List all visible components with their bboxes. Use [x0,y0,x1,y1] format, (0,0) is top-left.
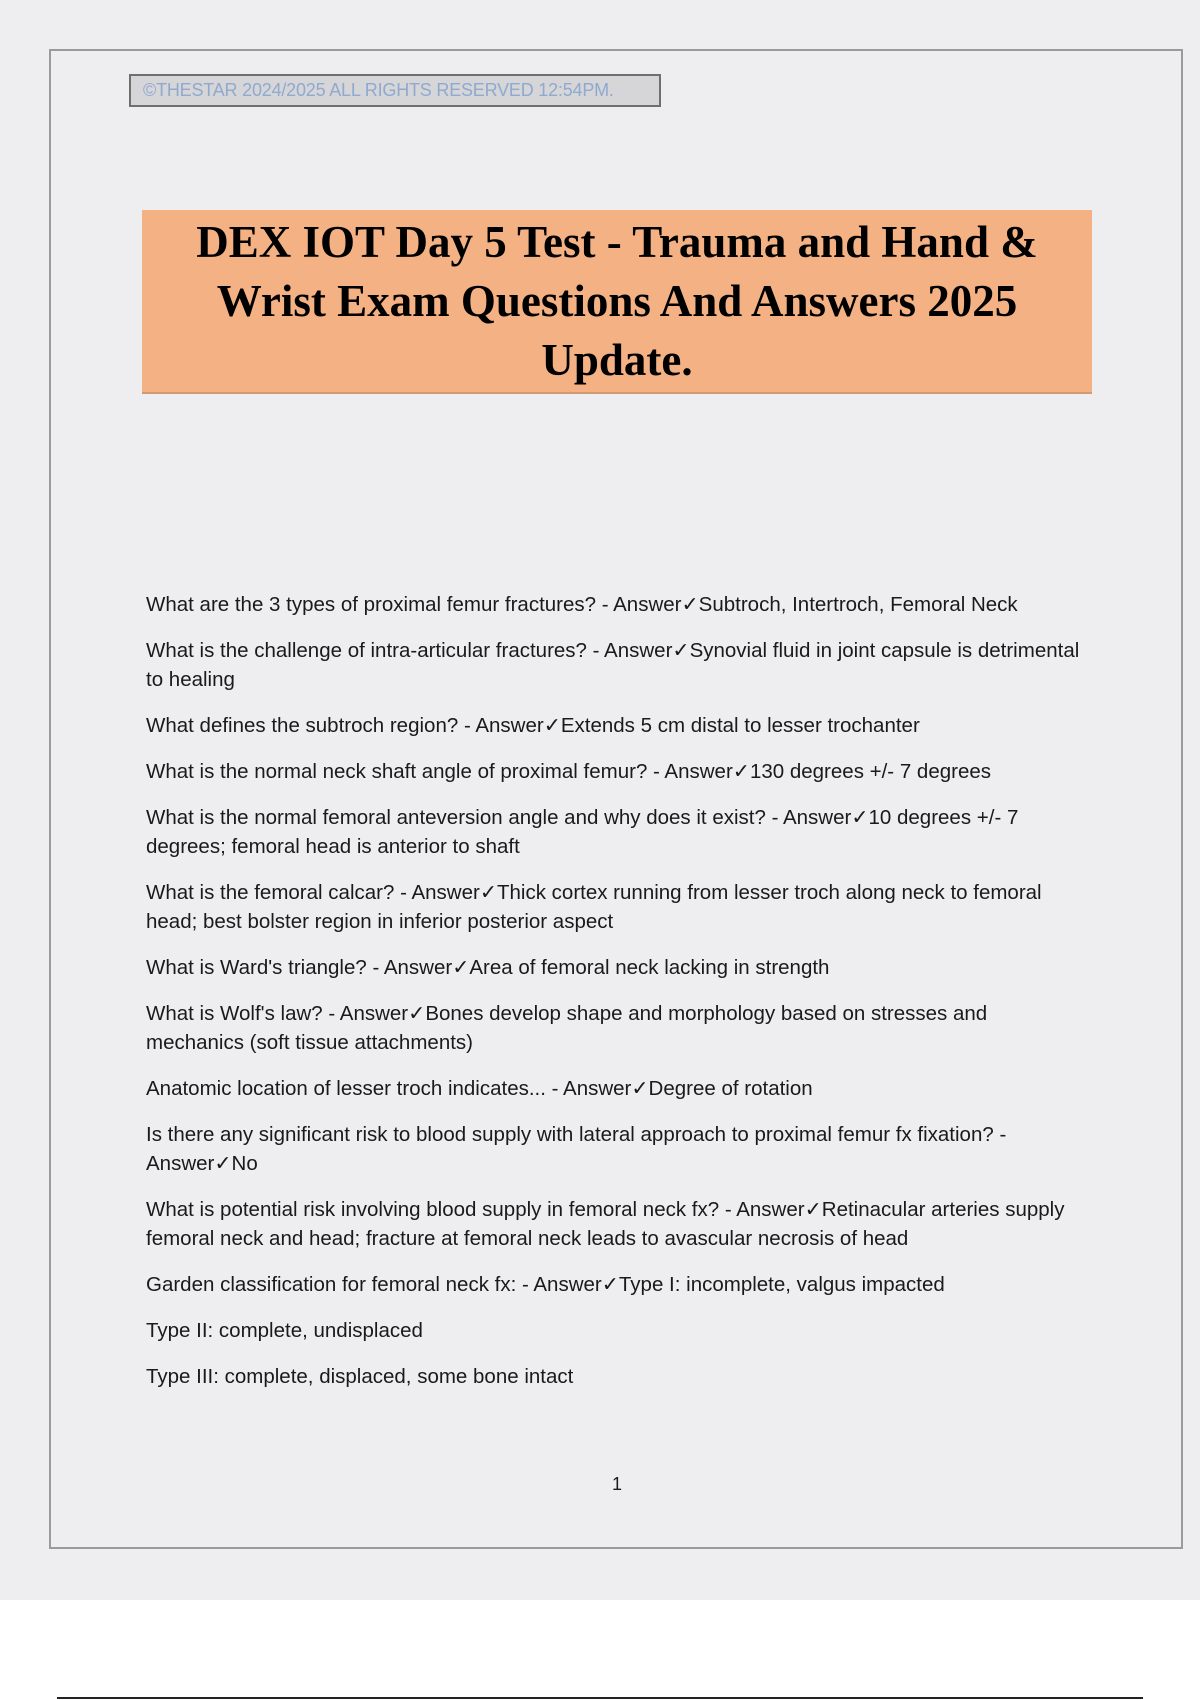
divider-line [57,1697,1143,1699]
qa-item: What is potential risk involving blood supply in femoral neck fx? - Answer✓Retinacular arteries supply femoral neck and head; fracture at femoral neck leads to avascular necrosis of head [146,1198,1065,1250]
qa-item: What is Wolf's law? - Answer✓Bones develop shape and morphology based on stresses and mechanics (soft tissue attachments) [146,1002,988,1054]
qa-item: What is the femoral calcar? - Answer✓Thick cortex running from lesser troch along neck to femoral head; best bolster region in inferior posterior aspect [146,881,1042,933]
qa-item: What is the normal neck shaft angle of proximal femur? - Answer✓130 degrees +/- 7 degrees [146,760,992,783]
qa-item: Garden classification for femoral neck fx: - Answer✓Type I: incomplete, valgus impacted [146,1273,945,1296]
qa-item: Is there any significant risk to blood supply with lateral approach to proximal femur fx fixation? - Answer✓No [146,1123,1007,1175]
qa-item: What is the normal femoral anteversion angle and why does it exist? - Answer✓10 degrees +/- 7 degrees; femoral head is anterior to shaft [146,806,1019,858]
page-number: 1 [611,1474,622,1494]
qa-item: What are the 3 types of proximal femur fractures? - Answer✓Subtroch, Intertroch, Femoral Neck [146,593,1018,616]
qa-item: What is Ward's triangle? - Answer✓Area of femoral neck lacking in strength [146,956,830,979]
qa-item: What defines the subtroch region? - Answer✓Extends 5 cm distal to lesser trochanter [146,714,920,737]
qa-item: Anatomic location of lesser troch indicates... - Answer✓Degree of rotation [146,1077,813,1100]
qa-item: Type II: complete, undisplaced [146,1319,423,1342]
title-banner [142,210,1092,394]
document-title: DEX IOT Day 5 Test - Trauma and Hand & Wrist Exam Questions And Answers 2025 Update. [196,216,1038,385]
qa-item: Type III: complete, displaced, some bone intact [146,1365,574,1388]
question-answer-list [146,590,1086,1408]
qa-item: What is the challenge of intra-articular fractures? - Answer✓Synovial fluid in joint capsule is detrimental to healing [146,639,1080,691]
copyright-watermark: ©THESTAR 2024/2025 ALL RIGHTS RESERVED 12:54PM. [129,74,661,107]
